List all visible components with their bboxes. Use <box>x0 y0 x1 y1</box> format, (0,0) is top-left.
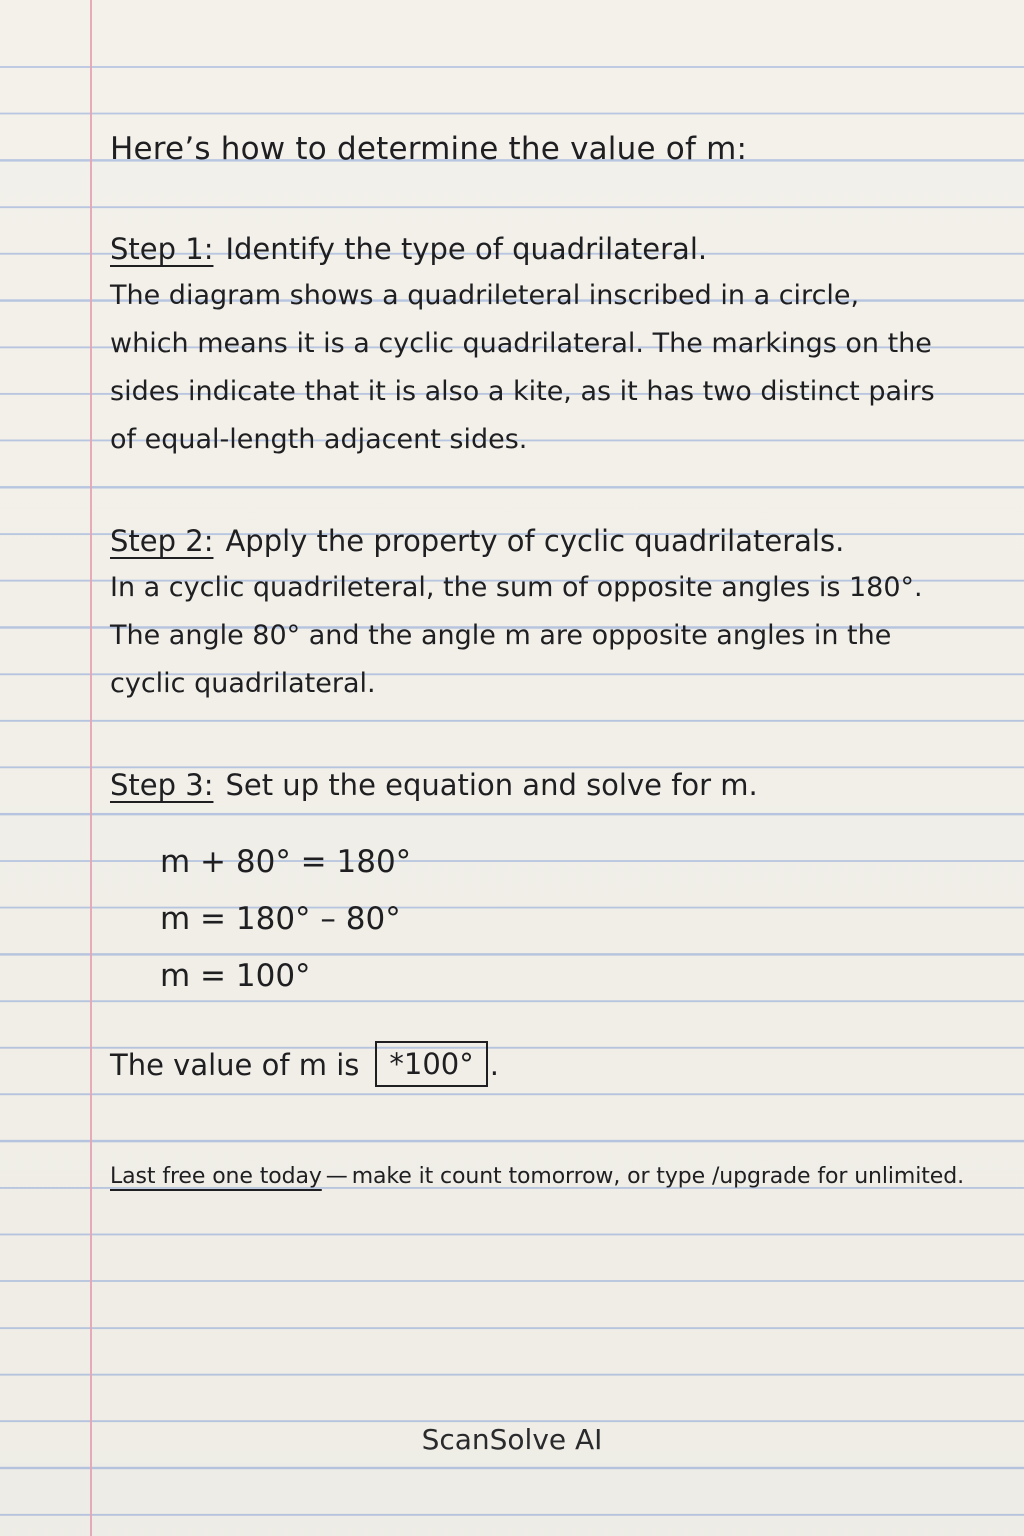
step-3 <box>110 762 1000 1005</box>
answer-prefix: The value of m is <box>110 1048 360 1082</box>
equation-line: m = 100° <box>160 958 311 994</box>
step-2-title: Apply the property of cyclic quadrilaterals. <box>225 524 845 558</box>
upgrade-promo <box>110 1155 1000 1199</box>
answer-suffix: . <box>489 1048 499 1082</box>
step-1-label: Step 1: <box>110 232 214 266</box>
step-1 <box>110 226 1000 464</box>
promo-underlined-text: Last free one today <box>110 1164 322 1189</box>
step-3-title: Set up the equation and solve for m. <box>225 768 758 802</box>
step-1-heading <box>110 226 1000 272</box>
margin-line <box>90 0 92 1536</box>
step-2-body: In a cyclic quadrileteral, the sum of opposite angles is 180°. The angle 80° and the angle m are opposite angles in the cyclic quadrilateral. <box>110 572 923 699</box>
step-2-heading <box>110 518 1000 564</box>
intro-text: Here’s how to determine the value of m: <box>110 131 748 167</box>
step-1-title: Identify the type of quadrilateral. <box>225 232 708 266</box>
step-3-label: Step 3: <box>110 768 214 802</box>
step-2-label: Step 2: <box>110 524 214 558</box>
solution-content <box>110 126 1000 1199</box>
equation-list <box>160 834 1000 1005</box>
step-1-body: The diagram shows a quadrileteral inscribed in a circle, which means it is a cyclic quadrilateral. The markings on the sides indicate that it is also a kite, as it has two distinct pairs of equal-length adjacent sides. <box>110 280 935 455</box>
equation-line: m + 80° = 180° <box>160 844 412 880</box>
final-answer <box>110 1041 1000 1089</box>
promo-dash: — <box>325 1164 348 1189</box>
step-3-heading <box>110 762 1000 808</box>
step-2 <box>110 518 1000 708</box>
promo-text: make it count tomorrow, or type /upgrade for unlimited. <box>351 1164 964 1189</box>
equation-line: m = 180° – 80° <box>160 901 401 937</box>
app-footer: ScanSolve AI <box>421 1423 603 1456</box>
answer-box: *100° <box>375 1041 487 1087</box>
